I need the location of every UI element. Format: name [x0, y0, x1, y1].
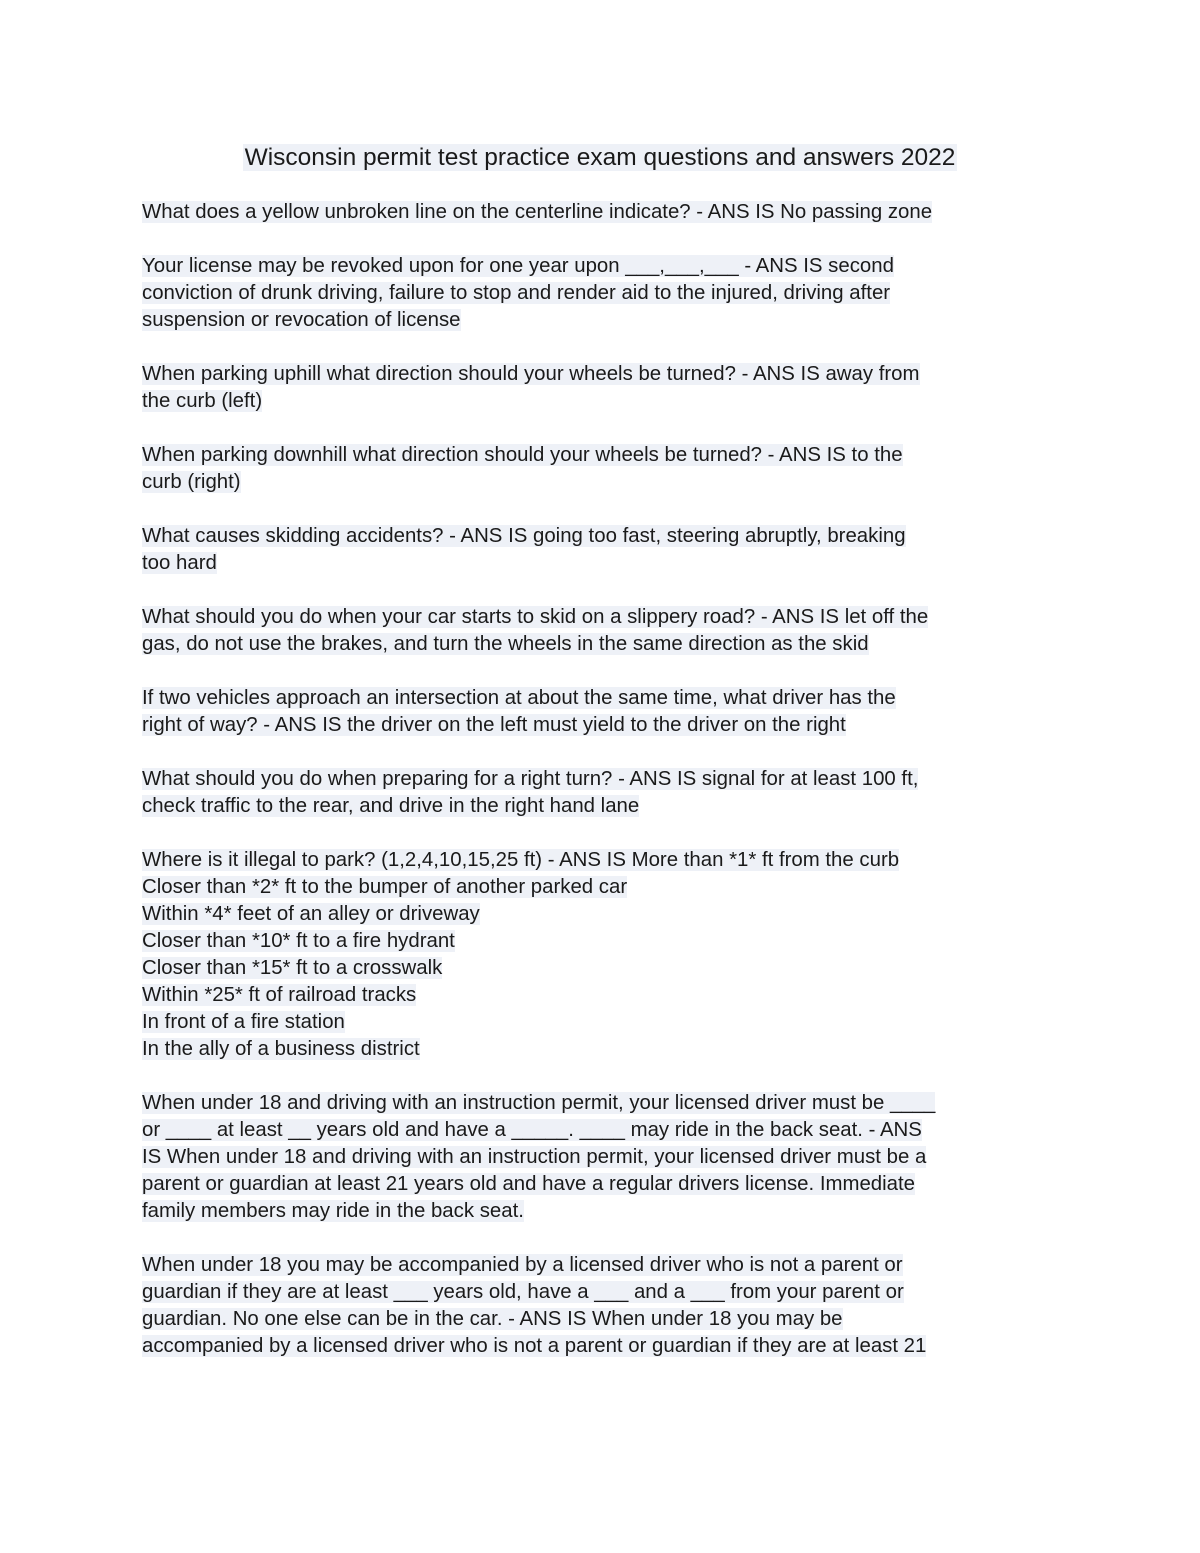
text-line: Within *4* feet of an alley or driveway — [142, 903, 480, 925]
text-line: Closer than *10* ft to a fire hydrant — [142, 930, 455, 952]
qa-block — [142, 766, 1082, 820]
text-line: parent or guardian at least 21 years old and have a regular drivers license. Immediate — [142, 1173, 916, 1195]
text-line: If two vehicles approach an intersection at about the same time, what driver has the — [142, 687, 896, 709]
qa-block — [142, 685, 1082, 739]
document-body — [142, 199, 1082, 1387]
document-title — [0, 141, 1200, 175]
text-line: When under 18 and driving with an instruction permit, your licensed driver must be ____ — [142, 1092, 936, 1114]
qa-block — [142, 1252, 1082, 1360]
text-line: In front of a fire station — [142, 1011, 345, 1033]
text-line: conviction of drunk driving, failure to stop and render aid to the injured, driving after — [142, 282, 891, 304]
text-line: too hard — [142, 552, 217, 574]
text-line: right of way? - ANS IS the driver on the left must yield to the driver on the right — [142, 714, 846, 736]
qa-block — [142, 253, 1082, 334]
text-line: Your license may be revoked upon for one year upon ___,___,___ - ANS IS second — [142, 255, 894, 277]
qa-block — [142, 199, 1082, 226]
text-line: accompanied by a licensed driver who is not a parent or guardian if they are at least 21 — [142, 1335, 927, 1357]
text-line: In the ally of a business district — [142, 1038, 420, 1060]
text-line: guardian if they are at least ___ years old, have a ___ and a ___ from your parent or — [142, 1281, 904, 1303]
text-line: Closer than *2* ft to the bumper of another parked car — [142, 876, 628, 898]
text-line: When parking uphill what direction should your wheels be turned? - ANS IS away from — [142, 363, 920, 385]
text-line: suspension or revocation of license — [142, 309, 461, 331]
text-line: guardian. No one else can be in the car. - ANS IS When under 18 you may be — [142, 1308, 843, 1330]
text-line: Where is it illegal to park? (1,2,4,10,15,25 ft) - ANS IS More than *1* ft from the curb — [142, 849, 900, 871]
text-line: What does a yellow unbroken line on the centerline indicate? - ANS IS No passing zone — [142, 201, 933, 223]
qa-block — [142, 1090, 1082, 1225]
qa-block — [142, 523, 1082, 577]
text-line: Closer than *15* ft to a crosswalk — [142, 957, 443, 979]
text-line: Within *25* ft of railroad tracks — [142, 984, 417, 1006]
qa-block — [142, 847, 1082, 1063]
text-line: What should you do when your car starts to skid on a slippery road? - ANS IS let off the — [142, 606, 929, 628]
qa-block — [142, 442, 1082, 496]
text-line: IS When under 18 and driving with an instruction permit, your licensed driver must be a — [142, 1146, 927, 1168]
text-line: What causes skidding accidents? - ANS IS going too fast, steering abruptly, breaking — [142, 525, 906, 547]
text-line: When under 18 you may be accompanied by a licensed driver who is not a parent or — [142, 1254, 903, 1276]
text-line: gas, do not use the brakes, and turn the wheels in the same direction as the skid — [142, 633, 869, 655]
qa-block — [142, 361, 1082, 415]
text-line: the curb (left) — [142, 390, 263, 412]
document-title-text: Wisconsin permit test practice exam questions and answers 2022 — [244, 144, 956, 171]
text-line: check traffic to the rear, and drive in the right hand lane — [142, 795, 640, 817]
text-line: curb (right) — [142, 471, 241, 493]
text-line: family members may ride in the back seat. — [142, 1200, 524, 1222]
qa-block — [142, 604, 1082, 658]
text-line: When parking downhill what direction should your wheels be turned? - ANS IS to the — [142, 444, 903, 466]
text-line: or ____ at least __ years old and have a _____. ____ may ride in the back seat. - ANS — [142, 1119, 922, 1141]
text-line: What should you do when preparing for a right turn? - ANS IS signal for at least 100 ft, — [142, 768, 919, 790]
